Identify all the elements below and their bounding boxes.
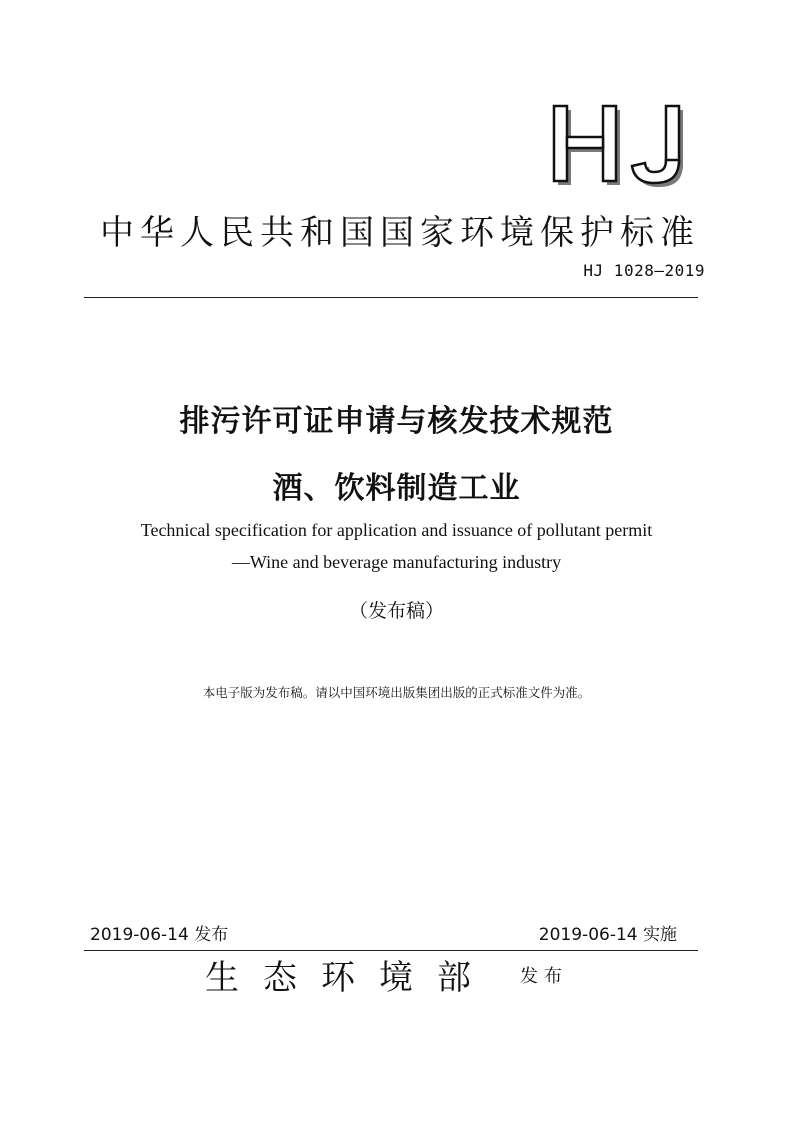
implementation-date: 2019-06-14 实施	[538, 925, 677, 945]
issuing-ministry: 生态环境部	[205, 958, 495, 998]
organization-name: 中华人民共和国国家环境保护标准	[100, 213, 700, 253]
issue-date: 2019-06-14 发布	[90, 925, 229, 945]
hj-logo-graphic	[548, 100, 698, 190]
title-chinese-line-1: 排污许可证申请与核发技术规范	[179, 404, 614, 439]
title-english-line-1: Technical specification for application and issuance of pollutant permit	[140, 520, 653, 540]
draft-label: （发布稿）	[348, 600, 444, 622]
electronic-version-notice: 本电子版为发布稿。请以中国环境出版集团出版的正式标准文件为准。	[202, 685, 591, 700]
title-chinese-line-2: 酒、饮料制造工业	[272, 471, 521, 506]
standard-number: HJ 1028—2019	[583, 261, 705, 280]
top-divider	[84, 297, 698, 298]
hj-logo	[548, 100, 698, 190]
title-english-line-2: —Wine and beverage manufacturing industry	[231, 552, 562, 572]
issue-label: 发布	[520, 966, 568, 987]
